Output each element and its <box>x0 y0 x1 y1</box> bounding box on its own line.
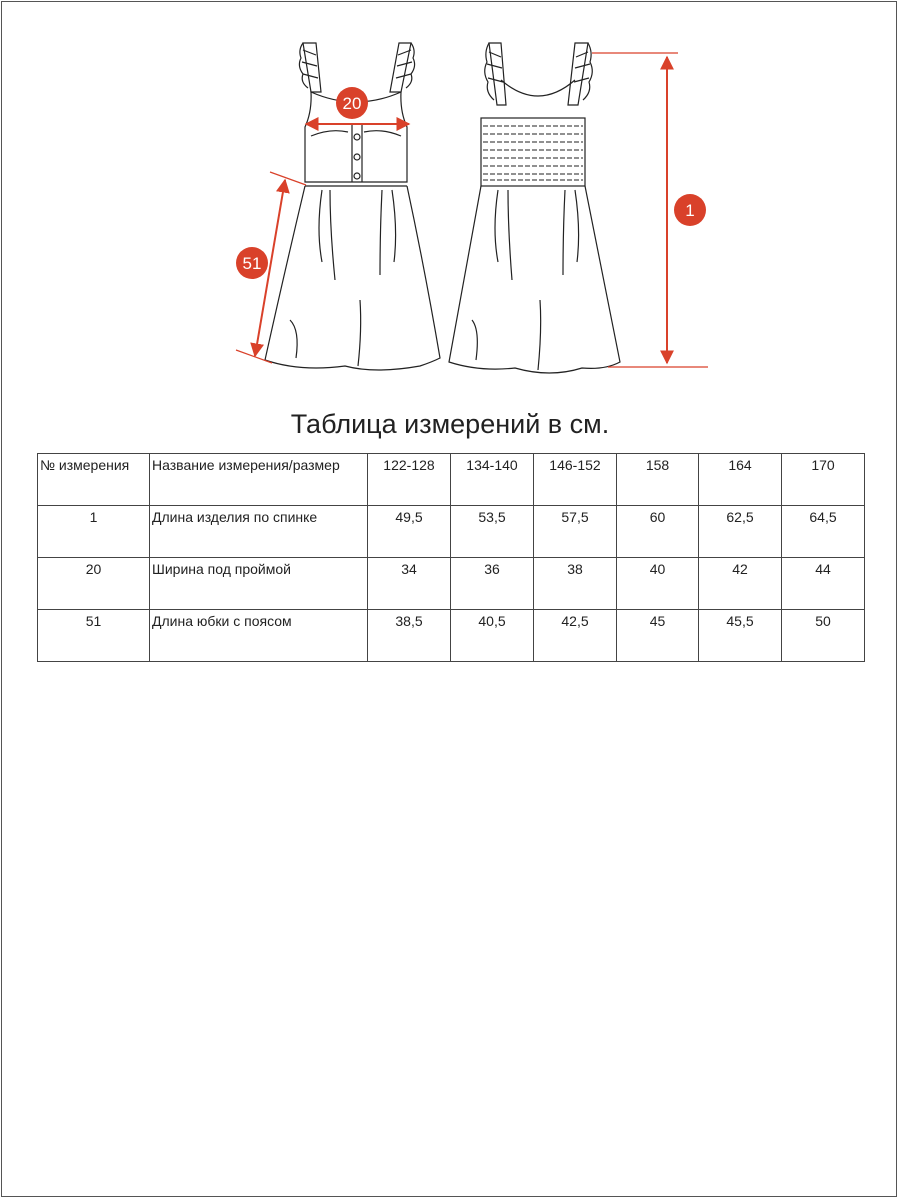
row-value: 53,5 <box>451 506 534 558</box>
row-value: 40 <box>617 558 699 610</box>
header-size: 158 <box>617 454 699 506</box>
row-value: 34 <box>368 558 451 610</box>
row-value: 64,5 <box>782 506 865 558</box>
row-value: 36 <box>451 558 534 610</box>
header-size: 134-140 <box>451 454 534 506</box>
row-value: 42 <box>699 558 782 610</box>
row-value: 49,5 <box>368 506 451 558</box>
measurement-table <box>37 453 865 662</box>
table-row <box>38 558 865 610</box>
dress-back-view <box>449 43 620 373</box>
row-number: 20 <box>38 558 150 610</box>
row-value: 62,5 <box>699 506 782 558</box>
row-name: Ширина под проймой <box>150 558 368 610</box>
measurement-1-marker <box>592 53 708 367</box>
row-value: 40,5 <box>451 610 534 662</box>
row-name: Длина изделия по спинке <box>150 506 368 558</box>
row-value: 57,5 <box>534 506 617 558</box>
header-size: 170 <box>782 454 865 506</box>
header-name: Название измерения/размер <box>150 454 368 506</box>
table-row <box>38 506 865 558</box>
header-size: 122-128 <box>368 454 451 506</box>
row-value: 60 <box>617 506 699 558</box>
table-header-row <box>38 454 865 506</box>
badge-51-label: 51 <box>242 254 262 273</box>
row-value: 45,5 <box>699 610 782 662</box>
row-value: 44 <box>782 558 865 610</box>
row-value: 50 <box>782 610 865 662</box>
table-title: Таблица измерений в см. <box>290 409 610 439</box>
row-value: 42,5 <box>534 610 617 662</box>
header-size: 146-152 <box>534 454 617 506</box>
row-value: 45 <box>617 610 699 662</box>
header-size: 164 <box>699 454 782 506</box>
badge-1-label: 1 <box>685 201 695 220</box>
table-row <box>38 610 865 662</box>
row-number: 51 <box>38 610 150 662</box>
row-value: 38,5 <box>368 610 451 662</box>
header-number: № измерения <box>38 454 150 506</box>
badge-20-label: 20 <box>342 94 362 113</box>
row-number: 1 <box>38 506 150 558</box>
row-name: Длина юбки с поясом <box>150 610 368 662</box>
row-value: 38 <box>534 558 617 610</box>
dress-technical-drawing <box>0 0 900 400</box>
